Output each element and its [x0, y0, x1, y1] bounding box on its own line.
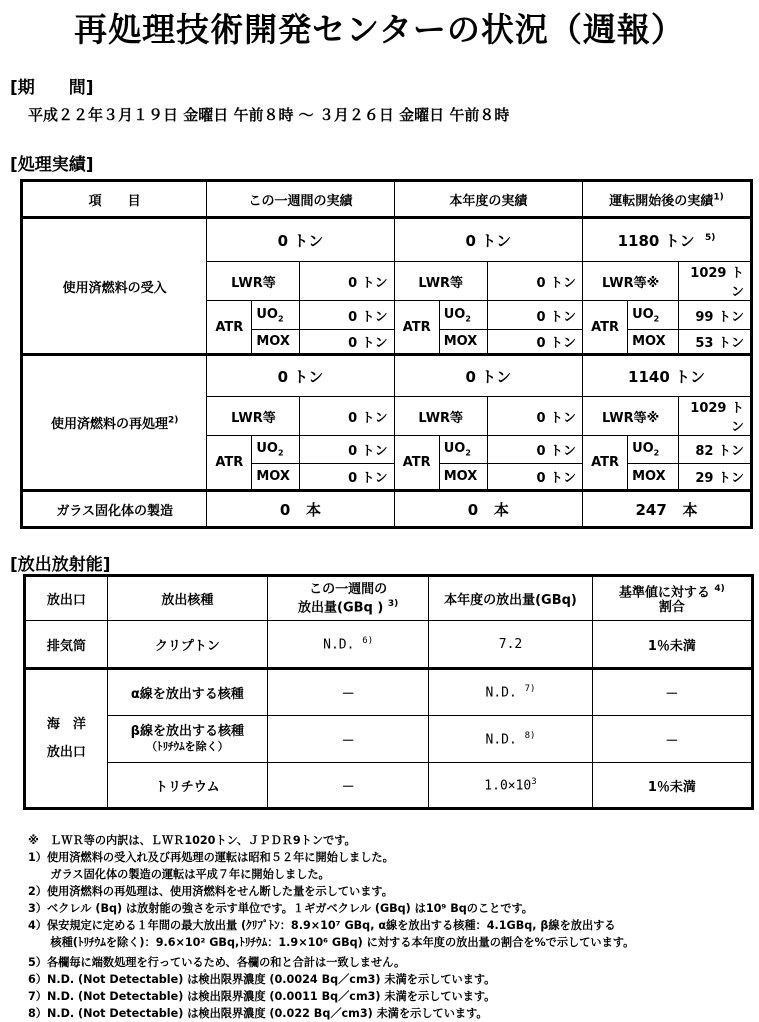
receipt-year-total: 0 トン [394, 218, 582, 262]
lwr-label: LWR等 [394, 397, 487, 436]
header-ratio: 基準値に対する $^{4)}$ 割合 [592, 576, 752, 621]
mox-label: MOX [439, 330, 487, 355]
footnote: ガラス固化体の製造の運転は平成７年に開始しました。 [28, 868, 330, 881]
receipt-week-mox: 0 トン [300, 330, 394, 355]
lwr-label: LWR等 [207, 397, 300, 436]
footnote: ※ ＬＷＲ等の内訳は、ＬＷＲ1020トン、ＪＰＤＲ9トンです。 [28, 834, 356, 847]
tritium-ratio: 1％未満 [592, 763, 752, 809]
glass-week: 0 本 [207, 491, 394, 528]
beta-ratio: － [592, 716, 752, 763]
receipt-label: 使用済燃料の受入 [22, 218, 207, 355]
footnotes [28, 832, 753, 1022]
mox-label: MOX [628, 464, 679, 491]
footnote: 5）各欄毎に端数処理を行っているため、各欄の和と合計は一致しません。 [28, 956, 406, 969]
receipt-cum-mox: 53 トン [679, 330, 752, 355]
stack-label: 排気筒 [25, 621, 108, 669]
header-item: 項 目 [22, 181, 207, 218]
lwr-label: LWR等 [394, 262, 487, 301]
receipt-year-mox: 0 トン [487, 330, 582, 355]
receipt-year-lwr: 0 トン [487, 262, 582, 301]
mox-label: MOX [252, 330, 300, 355]
reprocess-cum-total: 1140 トン [583, 355, 752, 397]
emission-table [23, 574, 754, 810]
tritium-year: $1.0\times 10^3$ [429, 763, 592, 809]
reprocess-cum-mox: 29 トン [679, 464, 752, 491]
krypton-year: 7.2 [429, 621, 592, 669]
receipt-cum-total: 1180 トン $^{5)}$ [583, 218, 752, 262]
header-week: この一週間の実績 [207, 181, 394, 218]
header-nuclide: 放出核種 [107, 576, 267, 621]
atr-label: ATR [394, 301, 439, 355]
receipt-cum-lwr: 1029 トン [679, 262, 752, 301]
footnote: 7）N.D. (Not Detectable) は検出限界濃度 (0.0011 Bq／cm3) 未満を示しています。 [28, 990, 496, 1003]
atr-label: ATR [583, 436, 628, 491]
alpha-ratio: － [592, 669, 752, 716]
atr-label: ATR [207, 301, 252, 355]
reprocess-year-uo2: 0 トン [487, 436, 582, 464]
header-year-release: 本年度の放出量(GBq) [429, 576, 592, 621]
reprocess-week-total: 0 トン [207, 355, 394, 397]
alpha-label: α線を放出する核種 [107, 669, 267, 716]
receipt-week-total: 0 トン [207, 218, 394, 262]
mox-label: MOX [252, 464, 300, 491]
beta-week: － [267, 716, 428, 763]
header-outlet: 放出口 [25, 576, 108, 621]
reprocess-week-uo2: 0 トン [300, 436, 394, 464]
sea-outlet-label: 海 洋 放出口 [25, 669, 108, 809]
krypton-ratio: 1％未満 [592, 621, 752, 669]
mox-label: MOX [439, 464, 487, 491]
footnote: 6）N.D. (Not Detectable) は検出限界濃度 (0.0024 Bq／cm3) 未満を示しています。 [28, 973, 496, 986]
lwr-label: LWR等 [207, 262, 300, 301]
period-heading: [期 間] [10, 78, 94, 98]
lwr-label: LWR等※ [583, 262, 679, 301]
atr-label: ATR [394, 436, 439, 491]
footnote: 1）使用済燃料の受入れ及び再処理の運転は昭和５２年に開始しました。 [28, 851, 394, 864]
footnote: 2）使用済燃料の再処理は、使用済燃料をせん断した量を示しています。 [28, 885, 393, 898]
footnote: 核種(ﾄﾘﾁｳﾑを除く)：9.6×10² GBq,ﾄﾘﾁｳﾑ：1.9×10⁶ GBq) に対する本年度の放出量の割合を%で示しています。 [28, 936, 635, 949]
beta-year: N.D. $^{8)}$ [429, 716, 592, 763]
results-heading: [処理実績] [10, 155, 94, 175]
emission-heading: [放出放射能] [10, 555, 111, 575]
tritium-label: トリチウム [107, 763, 267, 809]
header-year: 本年度の実績 [394, 181, 582, 218]
uo2-label: $UO_2$ [628, 301, 679, 330]
alpha-week: － [267, 669, 428, 716]
uo2-label: $UO_2$ [252, 436, 300, 464]
page-title: 再処理技術開発センターの状況（週報） [74, 10, 685, 49]
reprocess-cum-uo2: 82 トン [679, 436, 752, 464]
reprocess-label: 使用済燃料の再処理$^{2)}$ [22, 355, 207, 491]
krypton-label: クリプトン [107, 621, 267, 669]
receipt-year-uo2: 0 トン [487, 301, 582, 330]
glass-year: 0 本 [394, 491, 582, 528]
atr-label: ATR [583, 301, 628, 355]
beta-label: β線を放出する核種 （ﾄﾘﾁｳﾑを除く） [107, 716, 267, 763]
uo2-label: $UO_2$ [628, 436, 679, 464]
uo2-label: $UO_2$ [439, 301, 487, 330]
reprocess-year-lwr: 0 トン [487, 397, 582, 436]
reprocess-week-lwr: 0 トン [300, 397, 394, 436]
uo2-label: $UO_2$ [439, 436, 487, 464]
krypton-week: N.D. $^{6)}$ [267, 621, 428, 669]
reprocess-week-mox: 0 トン [300, 464, 394, 491]
results-table [20, 179, 753, 529]
period-text: 平成２２年３月１９日 金曜日 午前８時 ～ ３月２６日 金曜日 午前８時 [28, 106, 510, 124]
receipt-week-uo2: 0 トン [300, 301, 394, 330]
atr-label: ATR [207, 436, 252, 491]
header-total: 運転開始後の実績$^{1)}$ [583, 181, 752, 218]
footnote: 3）ベクレル (Bq) は放射能の強さを示す単位です。１ギガベクレル (GBq) は10⁹ Bqのことです。 [28, 902, 533, 915]
mox-label: MOX [628, 330, 679, 355]
glass-cum: 247 本 [583, 491, 752, 528]
receipt-cum-uo2: 99 トン [679, 301, 752, 330]
alpha-year: N.D. $^{7)}$ [429, 669, 592, 716]
reprocess-cum-lwr: 1029 トン [679, 397, 752, 436]
header-week-release: この一週間の 放出量(GBq ) $^{3)}$ [267, 576, 428, 621]
lwr-label: LWR等※ [583, 397, 679, 436]
tritium-week: － [267, 763, 428, 809]
receipt-week-lwr: 0 トン [300, 262, 394, 301]
reprocess-year-mox: 0 トン [487, 464, 582, 491]
glass-label: ガラス固化体の製造 [22, 491, 207, 528]
footnote: 4）保安規定に定める１年間の最大放出量 (ｸﾘﾌﾟﾄﾝ：8.9×10⁷ GBq, α線を放出する核種：4.1GBq, β線を放出する [28, 919, 616, 932]
uo2-label: $UO_2$ [252, 301, 300, 330]
footnote: 8）N.D. (Not Detectable) は検出限界濃度 (0.022 Bq／cm3) 未満を示しています。 [28, 1007, 488, 1020]
reprocess-year-total: 0 トン [394, 355, 582, 397]
